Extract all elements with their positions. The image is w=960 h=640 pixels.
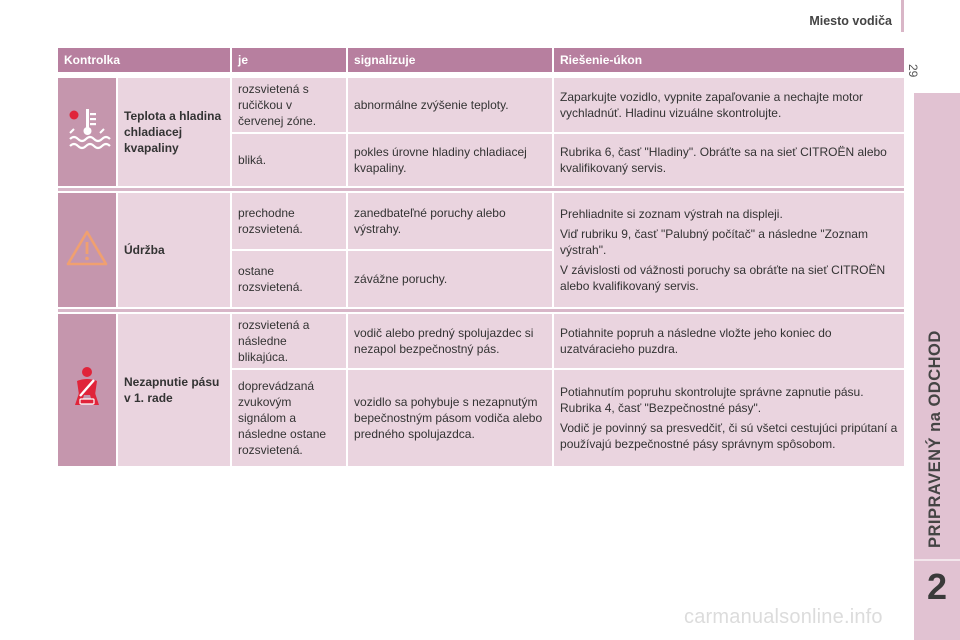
chapter-number: 2 [926,566,948,607]
action-line: Viď rubriku 9, časť "Palubný počítač" a následne "Zoznam výstrah". [560,227,868,257]
signal-cell: závážne poruchy. [347,250,553,308]
column-header-riesenie: Riešenie-úkon [553,47,905,73]
watermark: carmanualsonline.info [684,606,883,628]
warning-triangle-icon [62,226,112,270]
warning-lights-table [56,46,906,468]
icon-cell [57,313,117,467]
signal-cell: abnormálne zvýšenie teploty. [347,77,553,133]
state-cell: doprevádzaná zvukovým signálom a následne ostane rozsvietená. [231,369,347,467]
signal-cell: pokles úrovne hladiny chladiacej kvapaliny. [347,133,553,187]
page-header-title: Miesto vodiča [809,14,892,28]
table-row [57,192,905,250]
icon-cell [57,192,117,308]
page-number: 29 [906,64,920,78]
column-header-kontrolka: Kontrolka [57,47,231,73]
icon-cell [57,77,117,187]
seatbelt-icon [65,365,109,411]
table-row [57,77,905,133]
warning-light-name: Nezapnutie pásu v 1. rade [117,313,231,467]
action-line: Potiahnutím popruhu skontrolujte správne zapnutie pásu. Rubrika 4, časť "Bezpečnostné pásy". [560,385,864,415]
chapter-title: PRIPRAVENÝ na ODCHOD [926,330,944,548]
state-cell: bliká. [231,133,347,187]
action-cell [553,313,905,369]
state-cell: rozsvietená a následne blikajúca. [231,313,347,369]
action-line: Potiahnite popruh a následne vložte jeho koniec do uzatváracieho puzdra. [560,326,832,356]
signal-cell: zanedbateľné poruchy alebo výstrahy. [347,192,553,250]
state-cell: ostane rozsvietená. [231,250,347,308]
action-line: V závislosti od vážnosti poruchy sa obráťte na sieť CITROËN alebo kvalifikovaný servis. [560,263,886,293]
warning-light-name: Teplota a hladina chladiacej kvapaliny [117,77,231,187]
signal-cell: vodič alebo predný spolujazdec si nezapol bezpečnostný pás. [347,313,553,369]
state-cell: rozsvietená s ručičkou v červenej zóne. [231,77,347,133]
action-line: Vodič je povinný sa presvedčiť, či sú všetci cestujúci pripútaní a používajú bezpečnostné pásy správnym spôsobom. [560,421,898,451]
coolant-temperature-icon [62,105,112,155]
action-cell [553,192,905,308]
action-cell: Zaparkujte vozidlo, vypnite zapaľovanie a nechajte motor vychladnúť. Hladinu vizuálne skontrolujte. [553,77,905,133]
column-header-je: je [231,47,347,73]
table-row [57,313,905,369]
action-cell [553,369,905,467]
warning-light-name: Údržba [117,192,231,308]
header-rule [901,0,904,32]
table-header-row [57,47,905,73]
chapter-separator [914,559,960,561]
action-line: Prehliadnite si zoznam výstrah na displeji. [560,207,783,221]
column-header-signalizuje: signalizuje [347,47,553,73]
action-cell: Rubrika 6, časť "Hladiny". Obráťte sa na sieť CITROËN alebo kvalifikovaný servis. [553,133,905,187]
signal-cell: vozidlo sa pohybuje s nezapnutým bepečnostným pásom vodiča alebo predného spolujazdca. [347,369,553,467]
state-cell: prechodne rozsvietená. [231,192,347,250]
